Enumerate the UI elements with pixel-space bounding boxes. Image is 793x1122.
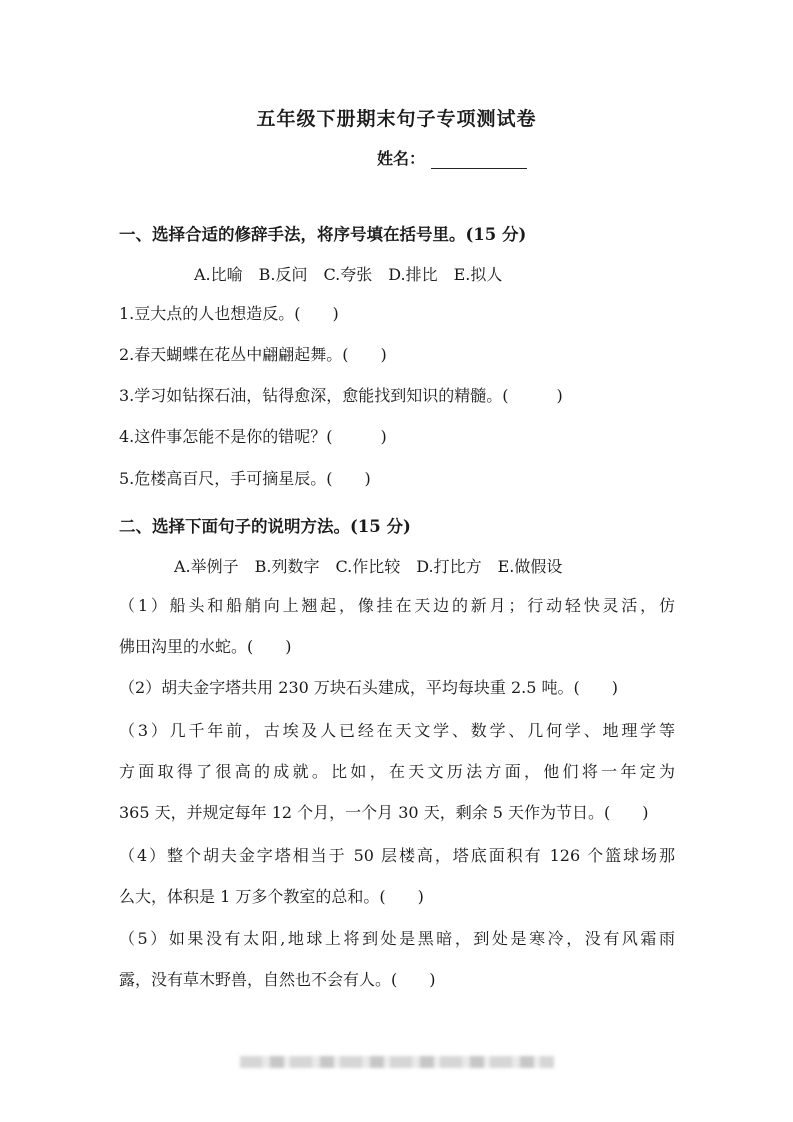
page-title: 五年级下册期末句子专项测试卷 [256,108,537,130]
section1-question-3: 3.学习如钻探石油，钻得愈深，愈能找到知识的精髓。( ) [119,386,563,405]
question-line: （3）几千年前，古埃及人已经在天文学、数学、几何学、地理学等 [119,721,675,740]
section2-options: A.举例子 B.列数字 C.作比较 D.打比方 E.做假设 [174,557,563,576]
question-line: （2）胡夫金字塔共用 230 万块石头建成，平均每块重 2.5 吨。( ) [119,678,618,697]
section2-question-1 [119,585,675,667]
section2-question-4 [119,835,675,917]
question-line: 露，没有草木野兽，自然也不会有人。( ) [119,970,436,989]
section1-question-1: 1.豆大点的人也想造反。( ) [119,304,339,323]
name-field [377,146,527,169]
section1-question-4: 4.这件事怎能不是你的错呢？( ) [119,427,387,446]
section1-question-2: 2.春天蝴蝶在花丛中翩翩起舞。( ) [119,345,387,364]
blurred-footer [240,1056,554,1068]
question-line: （1）船头和船艄向上翘起，像挂在天边的新月；行动轻快灵活，仿 [119,596,675,615]
name-label: 姓名： [377,149,426,168]
question-line: （5）如果没有太阳,地球上将到处是黑暗，到处是寒冷，没有风霜雨 [119,929,675,948]
question-line: （4）整个胡夫金字塔相当于 50 层楼高，塔底面积有 126 个篮球场那 [119,846,675,865]
section1-heading: 一、选择合适的修辞手法，将序号填在括号里。(15 分) [119,225,527,244]
name-blank-line[interactable] [431,152,527,169]
section2-question-3 [119,710,675,833]
section1-options: A.比喻 B.反问 C.夸张 D.排比 E.拟人 [194,265,503,284]
section2-question-2 [119,667,675,708]
question-line: 佛田沟里的水蛇。( ) [119,637,292,656]
question-line: 么大，体积是 1 万多个教室的总和。( ) [119,887,424,906]
section2-heading: 二、选择下面句子的说明方法。(15 分) [119,517,411,536]
section2-question-5 [119,918,675,1000]
question-line: 方面取得了很高的成就。比如，在天文历法方面，他们将一年定为 [119,762,675,781]
question-line: 365 天，并规定每年 12 个月，一个月 30 天，剩余 5 天作为节日。( ) [119,803,649,822]
section1-question-5: 5.危楼高百尺，手可摘星辰。( ) [119,469,371,488]
